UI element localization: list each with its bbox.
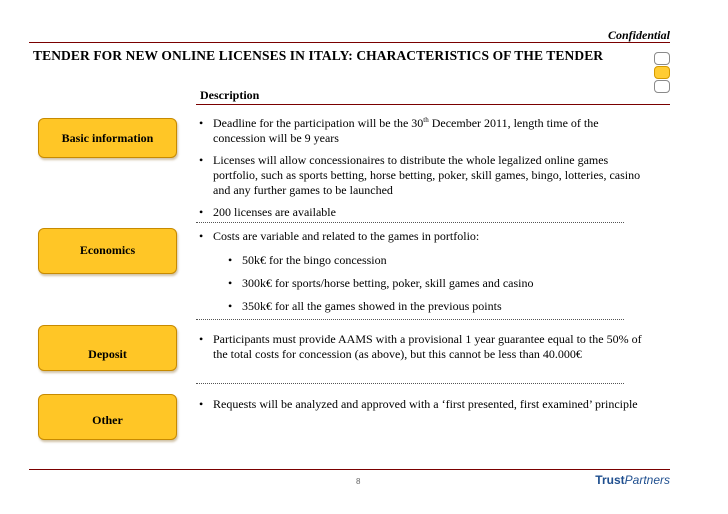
sub-bullet-all-games: • 350k€ for all the games showed in the previous points — [228, 299, 642, 314]
section-label-deposit: Deposit — [38, 325, 177, 371]
section-separator — [196, 383, 624, 384]
footer-divider — [29, 469, 670, 470]
nav-indicator-2-active — [654, 66, 670, 79]
bullet-licenses-available: • 200 licenses are available — [199, 205, 643, 220]
section-label-other: Other — [38, 394, 177, 440]
nav-indicator-1 — [654, 52, 670, 65]
sub-bullet-sports: • 300k€ for sports/horse betting, poker, skill games and casino — [228, 276, 642, 291]
section-label-basic-information: Basic information — [38, 118, 177, 158]
bullet-requests: • Requests will be analyzed and approved with a ‘first presented, first examined’ principle — [199, 397, 643, 412]
nav-indicator-3 — [654, 80, 670, 93]
bullet-guarantee: • Participants must provide AAMS with a provisional 1 year guarantee equal to the 50% of the total costs for concession (as above), but this cannot be less than 40.000€ — [199, 332, 643, 362]
description-divider — [196, 104, 670, 105]
section-label-economics: Economics — [38, 228, 177, 274]
page-title: TENDER FOR NEW ONLINE LICENSES IN ITALY: CHARACTERISTICS OF THE TENDER — [33, 48, 604, 63]
bullet-deadline: • Deadline for the participation will be the 30th December 2011, length time of the concession will be 9 years — [199, 116, 643, 146]
bullet-licenses-scope: • Licenses will allow concessionaires to distribute the whole legalized online games portfolio, such as sports betting, horse betting, poker, skill games, bingo, lotteries, casino and any further games to be launched — [199, 153, 643, 198]
description-header: Description — [200, 88, 260, 102]
page-number: 8 — [356, 477, 361, 486]
sub-bullet-bingo: • 50k€ for the bingo concession — [228, 253, 642, 268]
header-divider — [29, 42, 670, 43]
trustpartners-logo: TrustPartners — [595, 473, 670, 487]
section-separator — [196, 319, 624, 320]
section-separator — [196, 222, 624, 223]
confidential-label: Confidential — [607, 28, 670, 42]
bullet-costs: • Costs are variable and related to the games in portfolio: — [199, 229, 643, 244]
